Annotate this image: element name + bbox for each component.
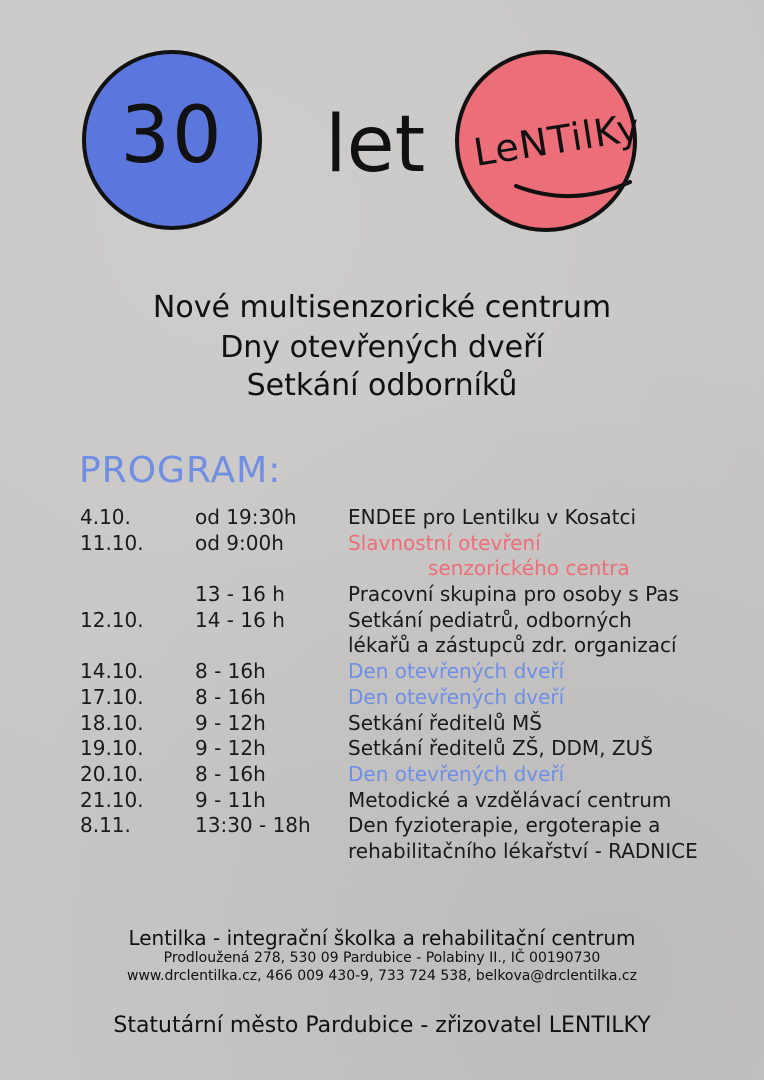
footer-organization: Lentilka - integrační školka a rehabilitační centrum (128, 926, 636, 950)
schedule-date: 20.10. (80, 761, 144, 786)
program-title: PROGRAM: (79, 450, 282, 491)
brand-logo-text: LeNTilKy (470, 105, 644, 175)
schedule-event: ENDEE pro Lentilku v Kosatci (348, 505, 637, 529)
schedule-time: 13 - 16 h (195, 582, 285, 607)
schedule-event: Setkání pediatrů, odborných (348, 607, 632, 632)
schedule-time: 8 - 16h (195, 684, 266, 709)
headline-1: Nové multisenzorické centrum (152, 290, 612, 325)
schedule-row (80, 736, 740, 762)
schedule-event: rehabilitačního lékařství - RADNICE (348, 838, 698, 863)
schedule-time: 14 - 16 h (195, 607, 285, 632)
schedule-event: Den fyzioterapie, ergoterapie a (348, 813, 661, 838)
schedule-time: od 19:30h (195, 505, 297, 529)
schedule-row (80, 659, 740, 685)
footer-contact: www.drclentilka.cz, 466 009 430-9, 733 724 538, belkova@drclentilka.cz (127, 968, 637, 984)
schedule-date: 19.10. (80, 736, 144, 761)
schedule-event: Pracovní skupina pro osoby s Pas (348, 582, 679, 607)
blue-circle (82, 50, 262, 230)
schedule-event: Den otevřených dveří (348, 684, 565, 709)
schedule-event: Den otevřených dveří (348, 761, 565, 786)
smile-icon (508, 178, 638, 208)
schedule-time: 9 - 12h (195, 736, 266, 761)
schedule-date: 4.10. (80, 505, 131, 529)
schedule-event: Metodické a vzdělávací centrum (348, 787, 672, 812)
schedule-row (80, 505, 740, 531)
schedule-row (80, 685, 740, 711)
schedule-date: 17.10. (80, 684, 144, 709)
schedule-event: Slavnostní otevření (348, 530, 541, 555)
anniversary-number: 30 (120, 91, 224, 181)
schedule-date: 11.10. (80, 530, 144, 555)
schedule-time: 9 - 11h (195, 787, 266, 812)
schedule-time: 9 - 12h (195, 710, 266, 735)
schedule-row (80, 531, 740, 557)
let-word: let (325, 100, 426, 190)
schedule-event: Setkání ředitelů MŠ (348, 710, 542, 735)
schedule-list (80, 505, 740, 865)
schedule-row (80, 762, 740, 788)
footer-founder: Statutární město Pardubice - zřizovatel LENTILKY (113, 1013, 651, 1038)
schedule-date: 21.10. (80, 787, 144, 812)
schedule-row (80, 839, 740, 865)
schedule-time: 8 - 16h (195, 659, 266, 684)
schedule-event: Setkání ředitelů ZŠ, DDM, ZUŠ (348, 736, 653, 761)
schedule-date: 12.10. (80, 607, 144, 632)
schedule-event: senzorického centra (428, 556, 630, 581)
schedule-row (80, 813, 740, 839)
schedule-row (80, 556, 740, 582)
headline-3: Setkání odborníků (246, 368, 518, 403)
schedule-time: 8 - 16h (195, 761, 266, 786)
schedule-date: 14.10. (80, 659, 144, 684)
schedule-event: Den otevřených dveří (348, 659, 565, 684)
schedule-event: lékařů a zástupců zdr. organizací (348, 633, 677, 658)
schedule-date: 8.11. (80, 813, 131, 838)
schedule-time: 13:30 - 18h (195, 813, 311, 838)
schedule-row (80, 633, 740, 659)
schedule-time: od 9:00h (195, 530, 284, 555)
schedule-row (80, 582, 740, 608)
footer-address: Prodloužená 278, 530 09 Pardubice - Polabiny II., IČ 00190730 (163, 950, 601, 966)
schedule-row (80, 711, 740, 737)
headline-2: Dny otevřených dveří (220, 330, 544, 365)
schedule-row (80, 788, 740, 814)
schedule-date: 18.10. (80, 710, 144, 735)
schedule-row (80, 608, 740, 634)
